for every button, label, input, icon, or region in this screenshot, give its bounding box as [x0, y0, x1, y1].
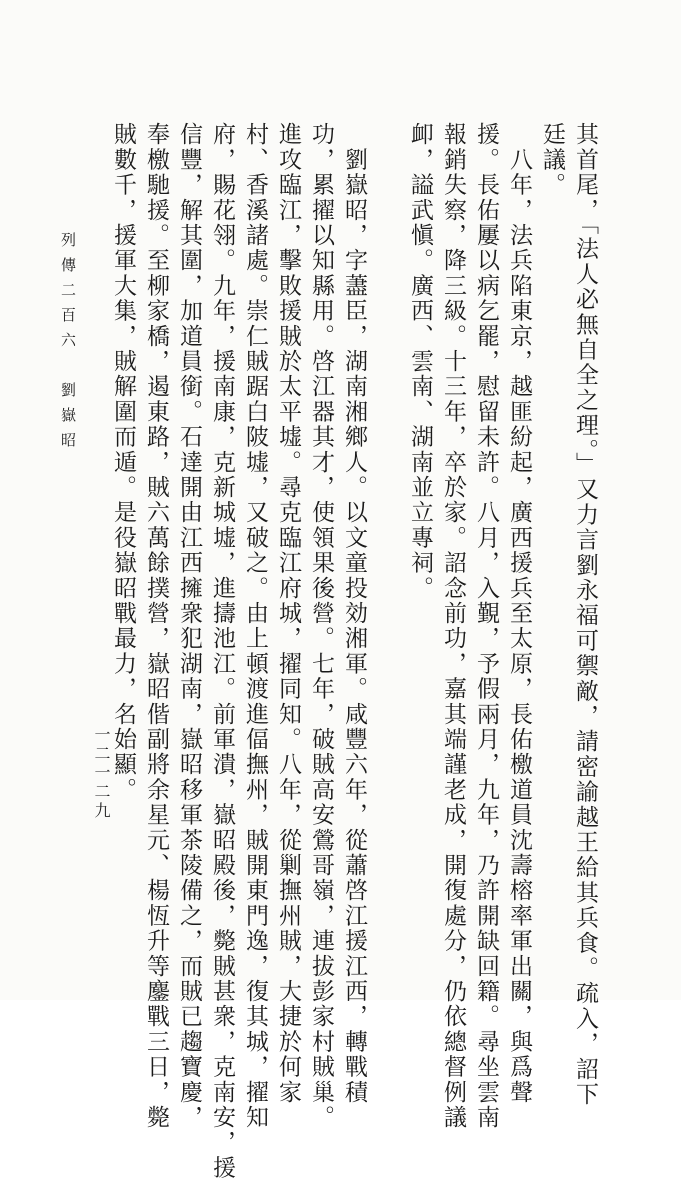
text-column-3: 八年，法兵陷東京，越匪紛起，廣西援兵至太原，長佑檄道員沈壽榕率軍出關，與爲聲 — [506, 122, 532, 1105]
text-column-15: 賊數千，援軍大集，賊解圍而遁。是役嶽昭戰最力，名始顯。 — [110, 122, 136, 803]
text-column-8: 劉嶽昭，字藎臣，湖南湘鄉人。以文童投効湘軍。咸豐六年，從蕭啓江援江西，轉戰積 — [341, 122, 367, 1105]
text-column-5: 報銷失察，降三級。十三年，卒於家。詔念前功，嘉其端謹老成，開復處分，仍依總督例議 — [440, 122, 466, 1130]
text-column-13: 信豐，解其圍，加道員銜。石達開由江西擁衆犯湖南，嶽昭移軍茶陵備之，而賊已趨寶慶， — [176, 122, 202, 1130]
text-column-2: 廷議。 — [539, 122, 565, 198]
text-column-4: 援。長佑屢以病乞罷，慰留未許。八月，入覲，予假兩月，九年，乃許開缺回籍。尋坐雲南 — [473, 122, 499, 1130]
page-number: 一二一二九 — [92, 726, 111, 821]
text-column-10: 進攻臨江，擊敗援賊於太平墟。尋克臨江府城，擢同知。八年，從剿撫州賊，大捷於何家 — [275, 122, 301, 1105]
text-column-1: 其首尾，「法人必無自全之理。」又力言劉永福可禦敵，請密諭越王給其兵食。疏入，詔下 — [572, 122, 598, 1107]
text-column-12: 府，賜花翎。九年，援南康，克新城墟，進擣池江。前軍潰，嶽昭殿後，斃賊甚衆，克南安，援 — [209, 122, 235, 1180]
text-column-9: 功，累擢以知縣用。啓江器其才，使領果後營。七年，破賊高安鶯哥嶺，連拔彭家村賊巢。 — [308, 122, 334, 1130]
text-column-11: 村、香溪諸處。崇仁賊踞白陂墟，又破之。由上頓渡進偪撫州，賊開東門逸，復其城，擢知 — [242, 122, 268, 1130]
text-column-6: 卹，謚武愼。廣西、雲南、湖南並立專祠。 — [407, 122, 433, 601]
text-column-14: 奉檄馳援。至柳家橋，遏東路，賊六萬餘撲營，嶽昭偕副將余星元、楊恆升等鏖戰三日，斃 — [143, 122, 169, 1130]
running-header: 列傳二百六 劉嶽昭 — [59, 232, 77, 457]
